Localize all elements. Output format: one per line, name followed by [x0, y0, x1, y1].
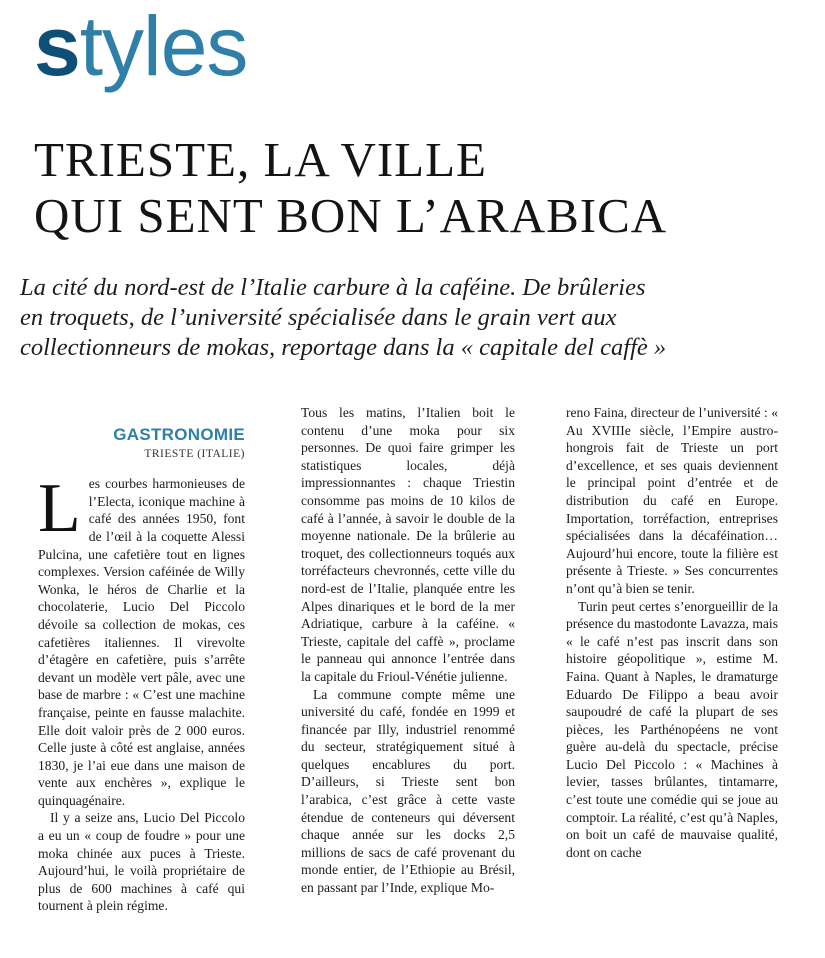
column-1-paragraph-2: Il y a seize ans, Lucio Del Piccolo a eu un « coup de foudre » pour une moka chinée aux puces à Trieste. Aujourd’hui, le voilà propriétaire de plus de 600 machines à café qui tournent à plein régime. — [38, 810, 245, 914]
masthead-first-letter: s — [34, 0, 80, 93]
column-2-paragraph-2: La commune compte même une université du café, fondée en 1999 et financée par Illy, industriel renommé du secteur, stratégiquement situé à quelques encablures du port. D’ailleurs, si Trieste sent bon l’arabica, c’est grâce à cette vaste étendue de conteneurs qui déversent chaque année sur les docks 2,5 millions de sacs de café provenant du monde entier, de l’Ethiopie au Brésil, en passant par l’Inde, explique Mo- — [301, 686, 515, 896]
article-column-2 — [301, 404, 515, 897]
article-headline — [34, 132, 814, 244]
column-3-paragraph-2: Turin peut certes s’enorgueillir de la présence du mastodonte Lavazza, mais « le café n’est pas inscrit dans son histoire géopolitique », estime M. Faina. Quant à Naples, le dramaturge Eduardo De Filippo a beau avoir saupoudré de café la plupart de ses pièces, les Parthénopéens ne vont guère au-delà du spectacle, précise Lucio Del Piccolo : « Machines à levier, tasses brûlantes, tintamarre, c’est toute une comédie qui se joue au comptoir. La réalité, c’est qu’à Naples, on boit un café de mauvaise qualité, dont on cache — [566, 598, 778, 860]
masthead-rest: tyles — [79, 0, 248, 93]
headline-line-2: QUI SENT BON L’ARABICA — [34, 188, 668, 243]
article-column-1 — [38, 404, 245, 915]
section-rubric: GASTRONOMIE — [113, 425, 245, 444]
article-standfirst — [20, 273, 820, 363]
standfirst-line-3: collectionneurs de mokas, reportage dans la « capitale del caffè » — [20, 334, 667, 361]
column-1-paragraph-1 — [38, 470, 245, 809]
column-1-paragraph-1-text: es courbes harmonieuses de l’Electa, iconique machine à café des années 1950, font de l’œil à la coquette Alessi Pulcina, une cafetière tout en lignes complexes. Version caféinée de Willy Wonka, le héros de Charlie et la chocolaterie, Lucio Del Piccolo dévoile sa collection de mokas, ces cafetières italiennes. Il virevolte d’étagère en cafetière, puis s’arrête devant un modèle vert pâle, avec une base de marbre : « C’est une machine française, peinte en fausse malachite. Elle doit valoir près de 2 000 euros. Celle juste à côté est anglaise, années 1830, je l’ai eue dans une maison de vente aux enchères », explique le quinquagénaire. — [38, 476, 245, 808]
dateline: TRIESTE (ITALIE) — [144, 447, 245, 460]
drop-cap: L — [38, 470, 81, 548]
column-2-paragraph-1: Tous les matins, l’Italien boit le contenu d’une moka pour six personnes. De quoi faire grimper les statistiques locales, déjà impressionnantes : chaque Triestin consomme pas moins de 10 kilos de café à l’année, à savoir le double de la moyenne nationale. De la brûlerie au troquet, des collectionneurs toqués aux torréfacteurs chevronnés, cette ville du nord-est de l’Italie, planquée entre les Alpes dinariques et le bord de la mer Adriatique, carbure à la caféine. « Trieste, capitale del caffè », proclame le panneau qui annonce l’entrée dans la capitale du Frioul-Vénétie julienne. — [301, 405, 515, 684]
standfirst-line-1: La cité du nord-est de l’Italie carbure à la caféine. De brûleries — [20, 274, 646, 301]
headline-line-1: TRIESTE, LA VILLE — [34, 132, 487, 187]
section-masthead — [34, 0, 248, 93]
article-column-3 — [566, 404, 778, 861]
column-3-paragraph-1: reno Faina, directeur de l’université : « Au XVIIIe siècle, l’Empire austro-hongrois fait de Trieste un port d’excellence, et ses quais deviennent le principal point d’entrée et de distribution du café en Europe. Importation, torréfaction, entreprises spécialisées dans la décaféination… Aujourd’hui encore, toute la filière est présente à Trieste. » Ses concurrentes n’ont qu’à bien se tenir. — [566, 405, 778, 596]
standfirst-line-2: en troquets, de l’université spécialisée dans le grain vert aux — [20, 304, 617, 331]
